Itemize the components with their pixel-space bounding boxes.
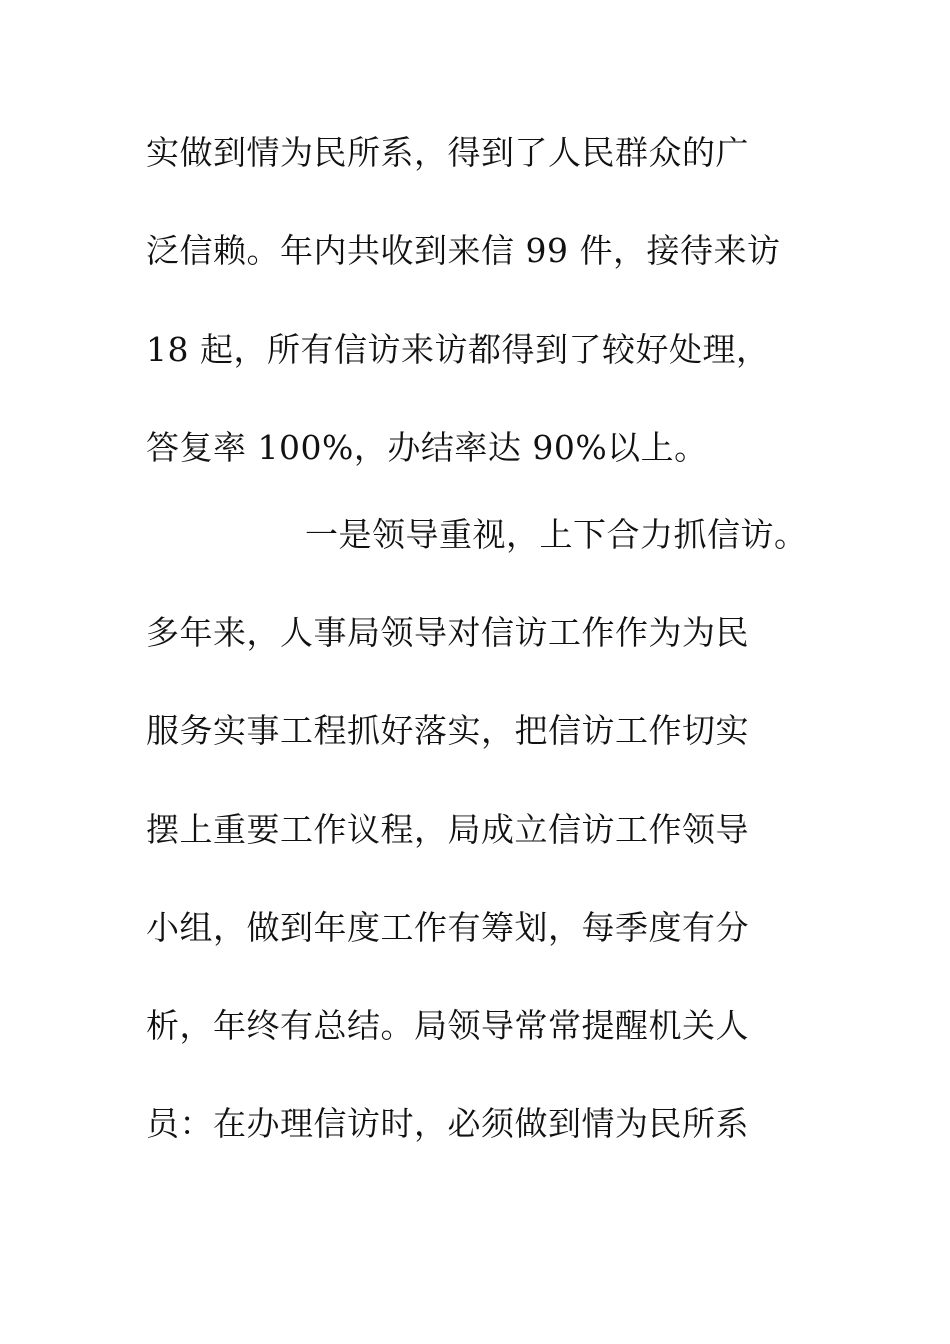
paragraph-line: 服务实事工程抓好落实，把信访工作切实 (146, 711, 749, 750)
paragraph-line: 实做到情为民所系，得到了人民群众的广 (146, 133, 749, 172)
section-heading-line: 一是领导重视，上下合力抓信访。 (305, 515, 808, 554)
paragraph-line: 18 起，所有信访来访都得到了较好处理， (146, 330, 770, 369)
paragraph-line: 泛信赖。年内共收到来信 99 件，接待来访 (146, 231, 781, 270)
paragraph-line: 摆上重要工作议程，局成立信访工作领导 (146, 810, 749, 849)
paragraph-line: 员：在办理信访时，必须做到情为民所系 (146, 1104, 749, 1143)
paragraph-line: 析，年终有总结。局领导常常提醒机关人 (146, 1006, 749, 1045)
paragraph-line: 多年来，人事局领导对信访工作作为为民 (146, 613, 749, 652)
paragraph-line: 答复率 100%，办结率达 90%以上。 (146, 428, 708, 467)
paragraph-line: 小组，做到年度工作有筹划，每季度有分 (146, 908, 749, 947)
